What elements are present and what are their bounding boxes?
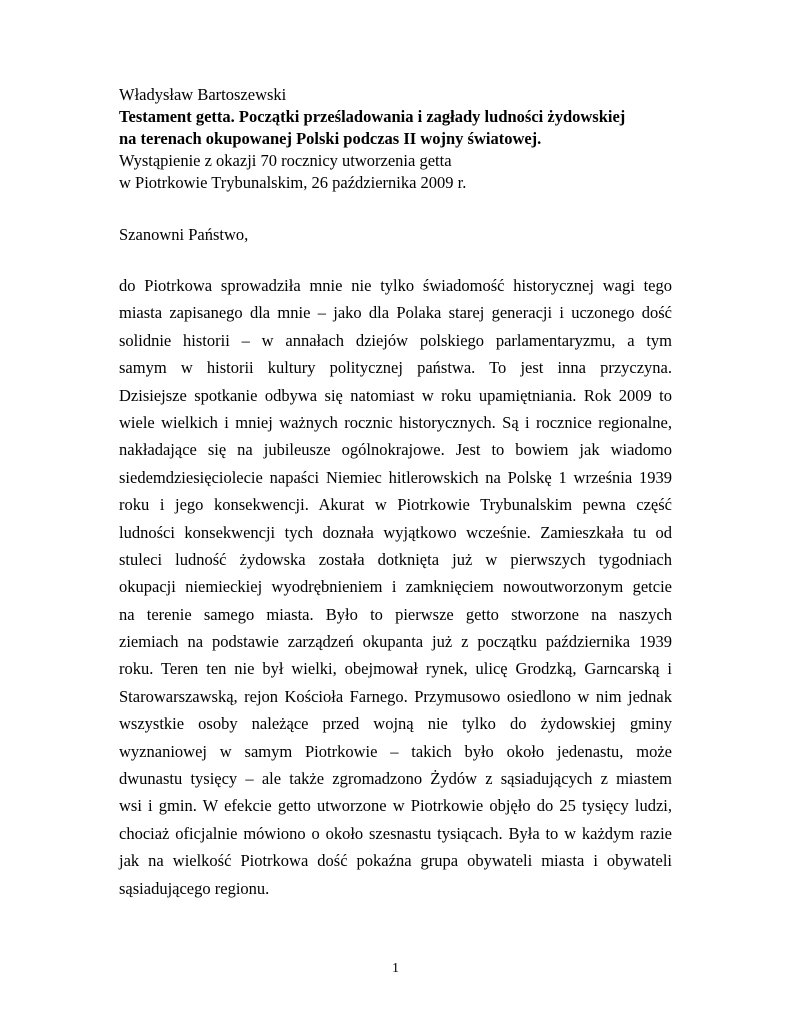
body-line: wiele wielkich i mniej ważnych rocznic historycznych. Są i rocznice regionalne, — [119, 412, 672, 432]
body-line: wsi i gmin. W efekcie getto utworzone w Piotrkowie objęło do 25 tysięcy ludzi, — [119, 796, 672, 816]
body-line: siedemdziesięciolecie napaści Niemiec hitlerowskich na Polskę 1 września 1939 — [119, 467, 672, 487]
body-line: dwunastu tysięcy – ale także zgromadzono Żydów z sąsiadujących z miastem — [119, 769, 672, 789]
document-header — [119, 84, 679, 194]
body-line: nakładające się na jubileusze ogólnokrajowe. Jest to bowiem jak wiadomo — [119, 440, 672, 460]
subtitle-line: Wystąpienie z okazji 70 rocznicy utworzenia getta — [119, 151, 452, 170]
body-line: ziemiach na podstawie zarządzeń okupanta już z początku października 1939 — [119, 632, 672, 652]
body-line: sąsiadującego regionu. — [119, 878, 270, 898]
title-line: na terenach okupowanej Polski podczas II wojny światowej. — [119, 129, 542, 148]
body-line: jak na wielkość Piotrkowa dość pokaźna grupa obywateli miasta i obywateli — [119, 851, 672, 871]
body-line: chociaż oficjalnie mówiono o około szesnastu tysiącach. Była to w każdym razie — [119, 823, 672, 843]
author-name: Władysław Bartoszewski — [119, 85, 287, 104]
body-line: okupacji niemieckiej wyodrębnieniem i zamknięciem nowoutworzonym getcie — [119, 577, 672, 597]
body-line: roku i jego konsekwencji. Akurat w Piotrkowie Trybunalskim pewna część — [119, 495, 672, 515]
body-paragraph — [119, 272, 672, 902]
body-line: wszystkie osoby należące przed wojną nie tylko do żydowskiej gminy — [119, 714, 672, 734]
body-line: miasta zapisanego dla mnie – jako dla Polaka starej generacji i uczonego dość — [119, 303, 672, 323]
subtitle-line: w Piotrkowie Trybunalskim, 26 października 2009 r. — [119, 173, 467, 192]
body-line: na terenie samego miasta. Było to pierwsze getto stworzone na naszych — [119, 604, 672, 624]
body-line: solidnie historii – w annałach dziejów polskiego parlamentaryzmu, a tym — [119, 330, 672, 350]
body-line: roku. Teren ten nie był wielki, obejmował rynek, ulicę Grodzką, Garncarską i — [119, 659, 672, 679]
salutation: Szanowni Państwo, — [119, 225, 249, 244]
body-line: wyznaniowej w samym Piotrkowie – takich było około jedenastu, może — [119, 741, 672, 761]
page-number: 1 — [392, 961, 399, 976]
body-line: do Piotrkowa sprowadziła mnie nie tylko świadomość historycznej wagi tego — [119, 276, 672, 295]
body-line: Starowarszawską, rejon Kościoła Farnego. Przymusowo osiedlono w nim jednak — [119, 686, 672, 706]
body-line: ludności konsekwencji tych doznała wyjątkowo wcześnie. Zamieszkała tu od — [119, 522, 672, 542]
body-line: samym w historii kultury politycznej państwa. To jest inna przyczyna. — [119, 358, 672, 378]
body-line: stuleci ludność żydowska została dotknięta już w pierwszych tygodniach — [119, 549, 672, 569]
body-line: Dzisiejsze spotkanie odbywa się natomiast w roku upamiętniania. Rok 2009 to — [119, 385, 672, 405]
title-line: Testament getta. Początki prześladowania i zagłady ludności żydowskiej — [119, 107, 626, 126]
